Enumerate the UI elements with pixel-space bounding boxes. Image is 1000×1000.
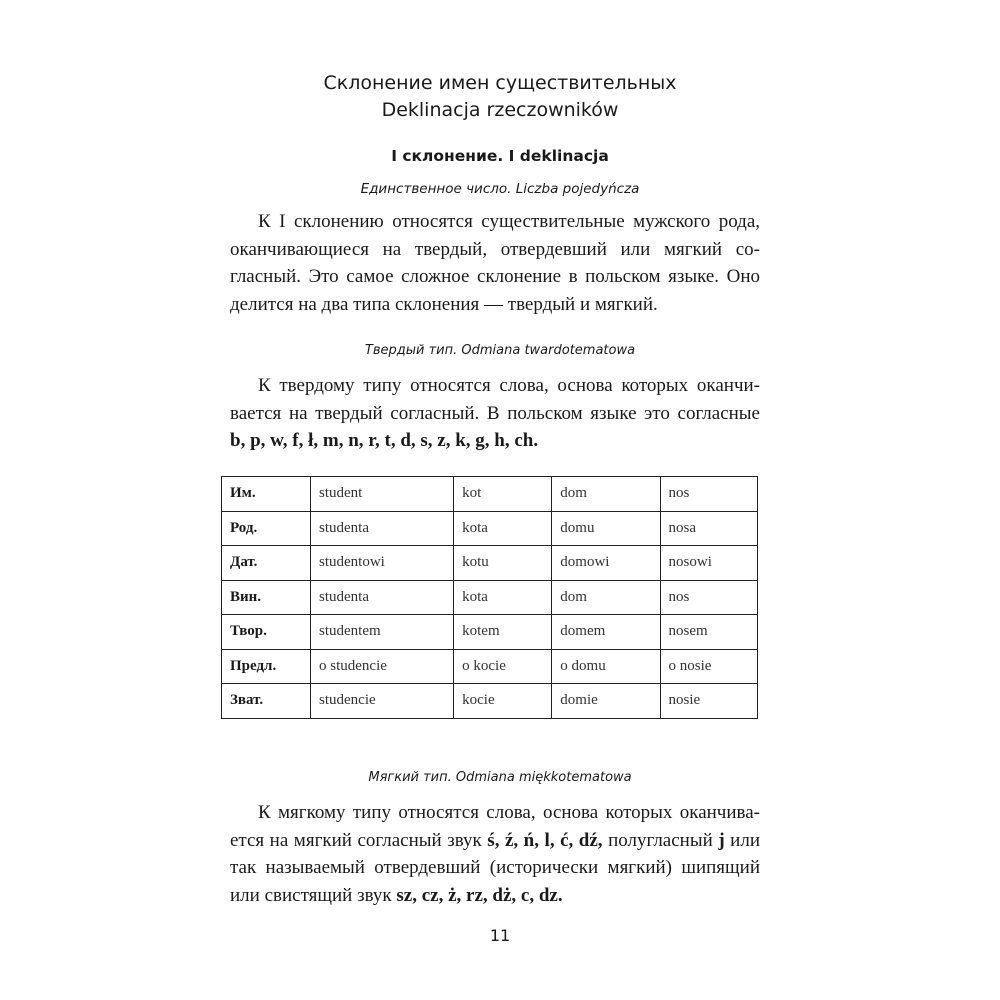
table-cell: o studencie <box>311 649 454 684</box>
intro-line: оканчивающиеся на твердый, отвердевший или мягкий со- <box>230 238 760 260</box>
table-cell: kotem <box>454 615 552 650</box>
case-label: Вин. <box>222 580 311 615</box>
soft-text: или свистящий звук <box>230 884 397 906</box>
intro-paragraph <box>230 208 760 318</box>
table-cell: studenta <box>311 511 454 546</box>
table-cell: dom <box>552 580 660 615</box>
table-row <box>222 580 758 615</box>
soft-type-caption: Мягкий тип. Odmiana miękkotematowa <box>368 770 632 785</box>
title-polish: Deklinacja rzeczowników <box>381 99 619 121</box>
intro-line: делится на два типа склонения — твердый и мягкий. <box>230 293 658 315</box>
hard-line: вается на твердый согласный. В польском языке это согласные <box>230 402 760 424</box>
table-cell: studencie <box>311 684 454 719</box>
table-cell: nosie <box>660 684 757 719</box>
sibilant-consonants: sz, cz, ż, rz, dż, c, dz. <box>396 884 563 906</box>
table-cell: o nosie <box>660 649 757 684</box>
table-cell: dom <box>552 477 660 512</box>
table-cell: student <box>311 477 454 512</box>
table-cell: domie <box>552 684 660 719</box>
soft-text: полугласный <box>602 829 719 851</box>
soft-consonants: ś, ź, ń, l, ć, dź, <box>487 829 603 851</box>
table-row <box>222 615 758 650</box>
soft-line: К мягкому типу относятся слова, основа которых оканчива- <box>258 802 760 823</box>
table-cell: domem <box>552 615 660 650</box>
title-russian: Склонение имен существительных <box>323 72 677 94</box>
case-label: Твор. <box>222 615 311 650</box>
hard-type-caption: Твердый тип. Odmiana twardotematowa <box>364 343 636 358</box>
table-cell: nos <box>660 580 757 615</box>
table-cell: nosowi <box>660 546 757 581</box>
soft-text: ется на мягкий согласный звук <box>230 829 488 851</box>
table-cell: kota <box>454 580 552 615</box>
intro-line: К I склонению относятся существительные мужского рода, <box>258 211 760 232</box>
soft-line <box>230 882 760 910</box>
table-cell: studentowi <box>311 546 454 581</box>
soft-line <box>230 827 760 855</box>
table-cell: studentem <box>311 615 454 650</box>
case-label: Дат. <box>222 546 311 581</box>
table-row <box>222 684 758 719</box>
table-row <box>222 511 758 546</box>
soft-type-paragraph <box>230 799 760 909</box>
table-cell: kot <box>454 477 552 512</box>
table-row <box>222 546 758 581</box>
case-label: Предл. <box>222 649 311 684</box>
table-cell: kotu <box>454 546 552 581</box>
hard-line: К твердому типу относятся слова, основа которых оканчи- <box>258 375 760 396</box>
table-row <box>222 477 758 512</box>
table-cell: kocie <box>454 684 552 719</box>
table-cell: kota <box>454 511 552 546</box>
table-cell: nos <box>660 477 757 512</box>
table-cell: nosem <box>660 615 757 650</box>
table-cell: nosa <box>660 511 757 546</box>
table-cell: o kocie <box>454 649 552 684</box>
case-label: Род. <box>222 511 311 546</box>
table-cell: domowi <box>552 546 660 581</box>
declension-table <box>221 476 758 719</box>
soft-text: или <box>724 829 760 851</box>
semivowel: j <box>718 829 725 851</box>
hard-type-paragraph <box>230 372 760 455</box>
table-row <box>222 649 758 684</box>
case-label: Им. <box>222 477 311 512</box>
page-number: 11 <box>489 926 511 945</box>
section-heading: I склонение. I deklinacja <box>391 147 609 165</box>
soft-line: так называемый отвердевший (исторически мягкий) шипящий <box>230 857 760 878</box>
intro-line: гласный. Это самое сложное склонение в польском языке. Оно <box>230 266 760 287</box>
number-heading: Единственное число. Liczba pojedyńcza <box>360 181 640 197</box>
case-label: Зват. <box>222 684 311 719</box>
table-cell: domu <box>552 511 660 546</box>
hard-consonants: b, p, w, f, ł, m, n, r, t, d, s, z, k, g, h, ch. <box>230 430 539 451</box>
table-cell: o domu <box>552 649 660 684</box>
table-cell: studenta <box>311 580 454 615</box>
